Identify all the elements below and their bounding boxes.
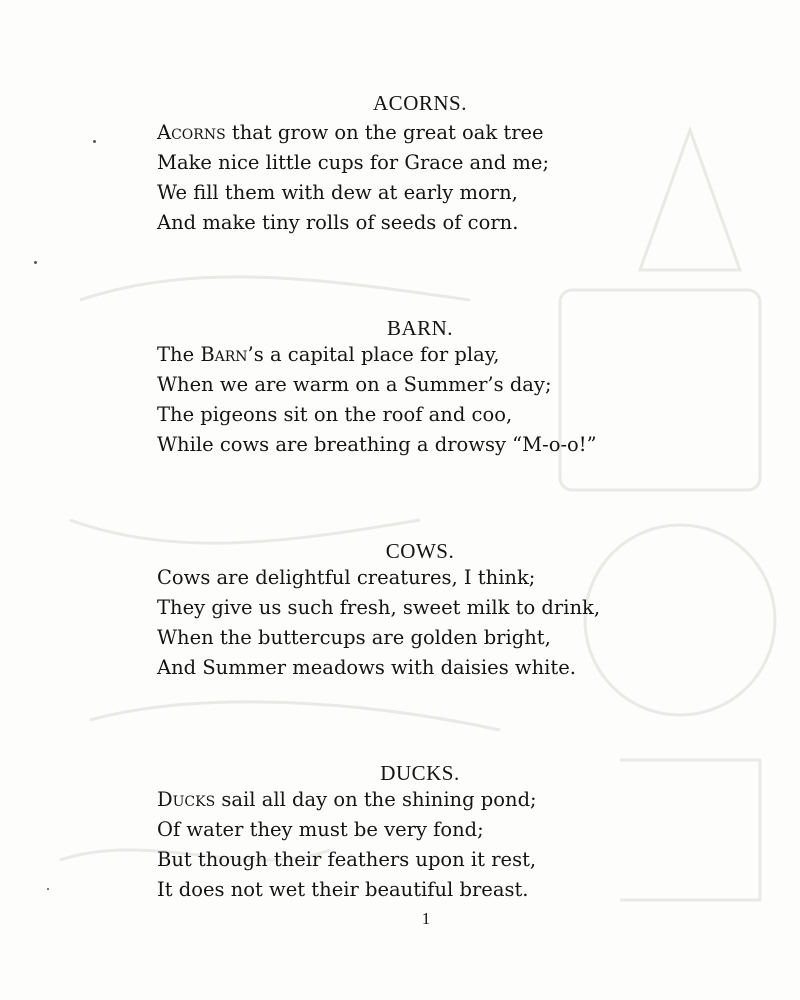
poem-line <box>157 785 537 815</box>
poem-line: While cows are breathing a drowsy “M-o-o!” <box>157 433 597 456</box>
drop-word: Barn <box>200 343 248 366</box>
line-text: sail all day on the shining pond; <box>215 788 537 811</box>
poem-title: BARN. <box>386 316 454 341</box>
line-text: The <box>157 343 201 366</box>
poem-line: It does not wet their beautiful breast. <box>157 878 529 901</box>
print-speck <box>93 140 96 143</box>
poem-line: And Summer meadows with daisies white. <box>157 656 576 679</box>
line-text: ’s a capital place for play, <box>247 343 500 366</box>
poem-line: Cows are delightful creatures, I think; <box>157 566 536 589</box>
print-speck <box>47 888 49 890</box>
poem-stanza <box>157 340 597 460</box>
poem-line <box>157 340 597 370</box>
poem-line: And make tiny rolls of seeds of corn. <box>157 211 519 234</box>
print-speck <box>34 261 37 264</box>
poem-title: DUCKS. <box>380 761 460 786</box>
poem-title: ACORNS. <box>373 91 467 116</box>
poem-line: Of water they must be very fond; <box>157 818 484 841</box>
poem-line: When we are warm on a Summer’s day; <box>157 373 552 396</box>
poem-line: But though their feathers upon it rest, <box>157 848 537 871</box>
poem-line: They give us such fresh, sweet milk to drink, <box>157 596 601 619</box>
page-number: 1 <box>421 909 431 928</box>
poem-stanza <box>157 563 600 683</box>
line-text: that grow on the great oak tree <box>225 121 544 144</box>
poem-line: We fill them with dew at early morn, <box>157 181 518 204</box>
poem-line: When the buttercups are golden bright, <box>157 626 551 649</box>
poem-stanza <box>157 785 537 905</box>
drop-word: Acorns <box>157 121 226 144</box>
drop-word: Ducks <box>157 788 216 811</box>
poem-line <box>157 118 549 148</box>
poem-stanza <box>157 118 549 238</box>
poem-line: The pigeons sit on the roof and coo, <box>157 403 513 426</box>
poem-title: COWS. <box>385 539 455 564</box>
poem-line: Make nice little cups for Grace and me; <box>157 151 550 174</box>
